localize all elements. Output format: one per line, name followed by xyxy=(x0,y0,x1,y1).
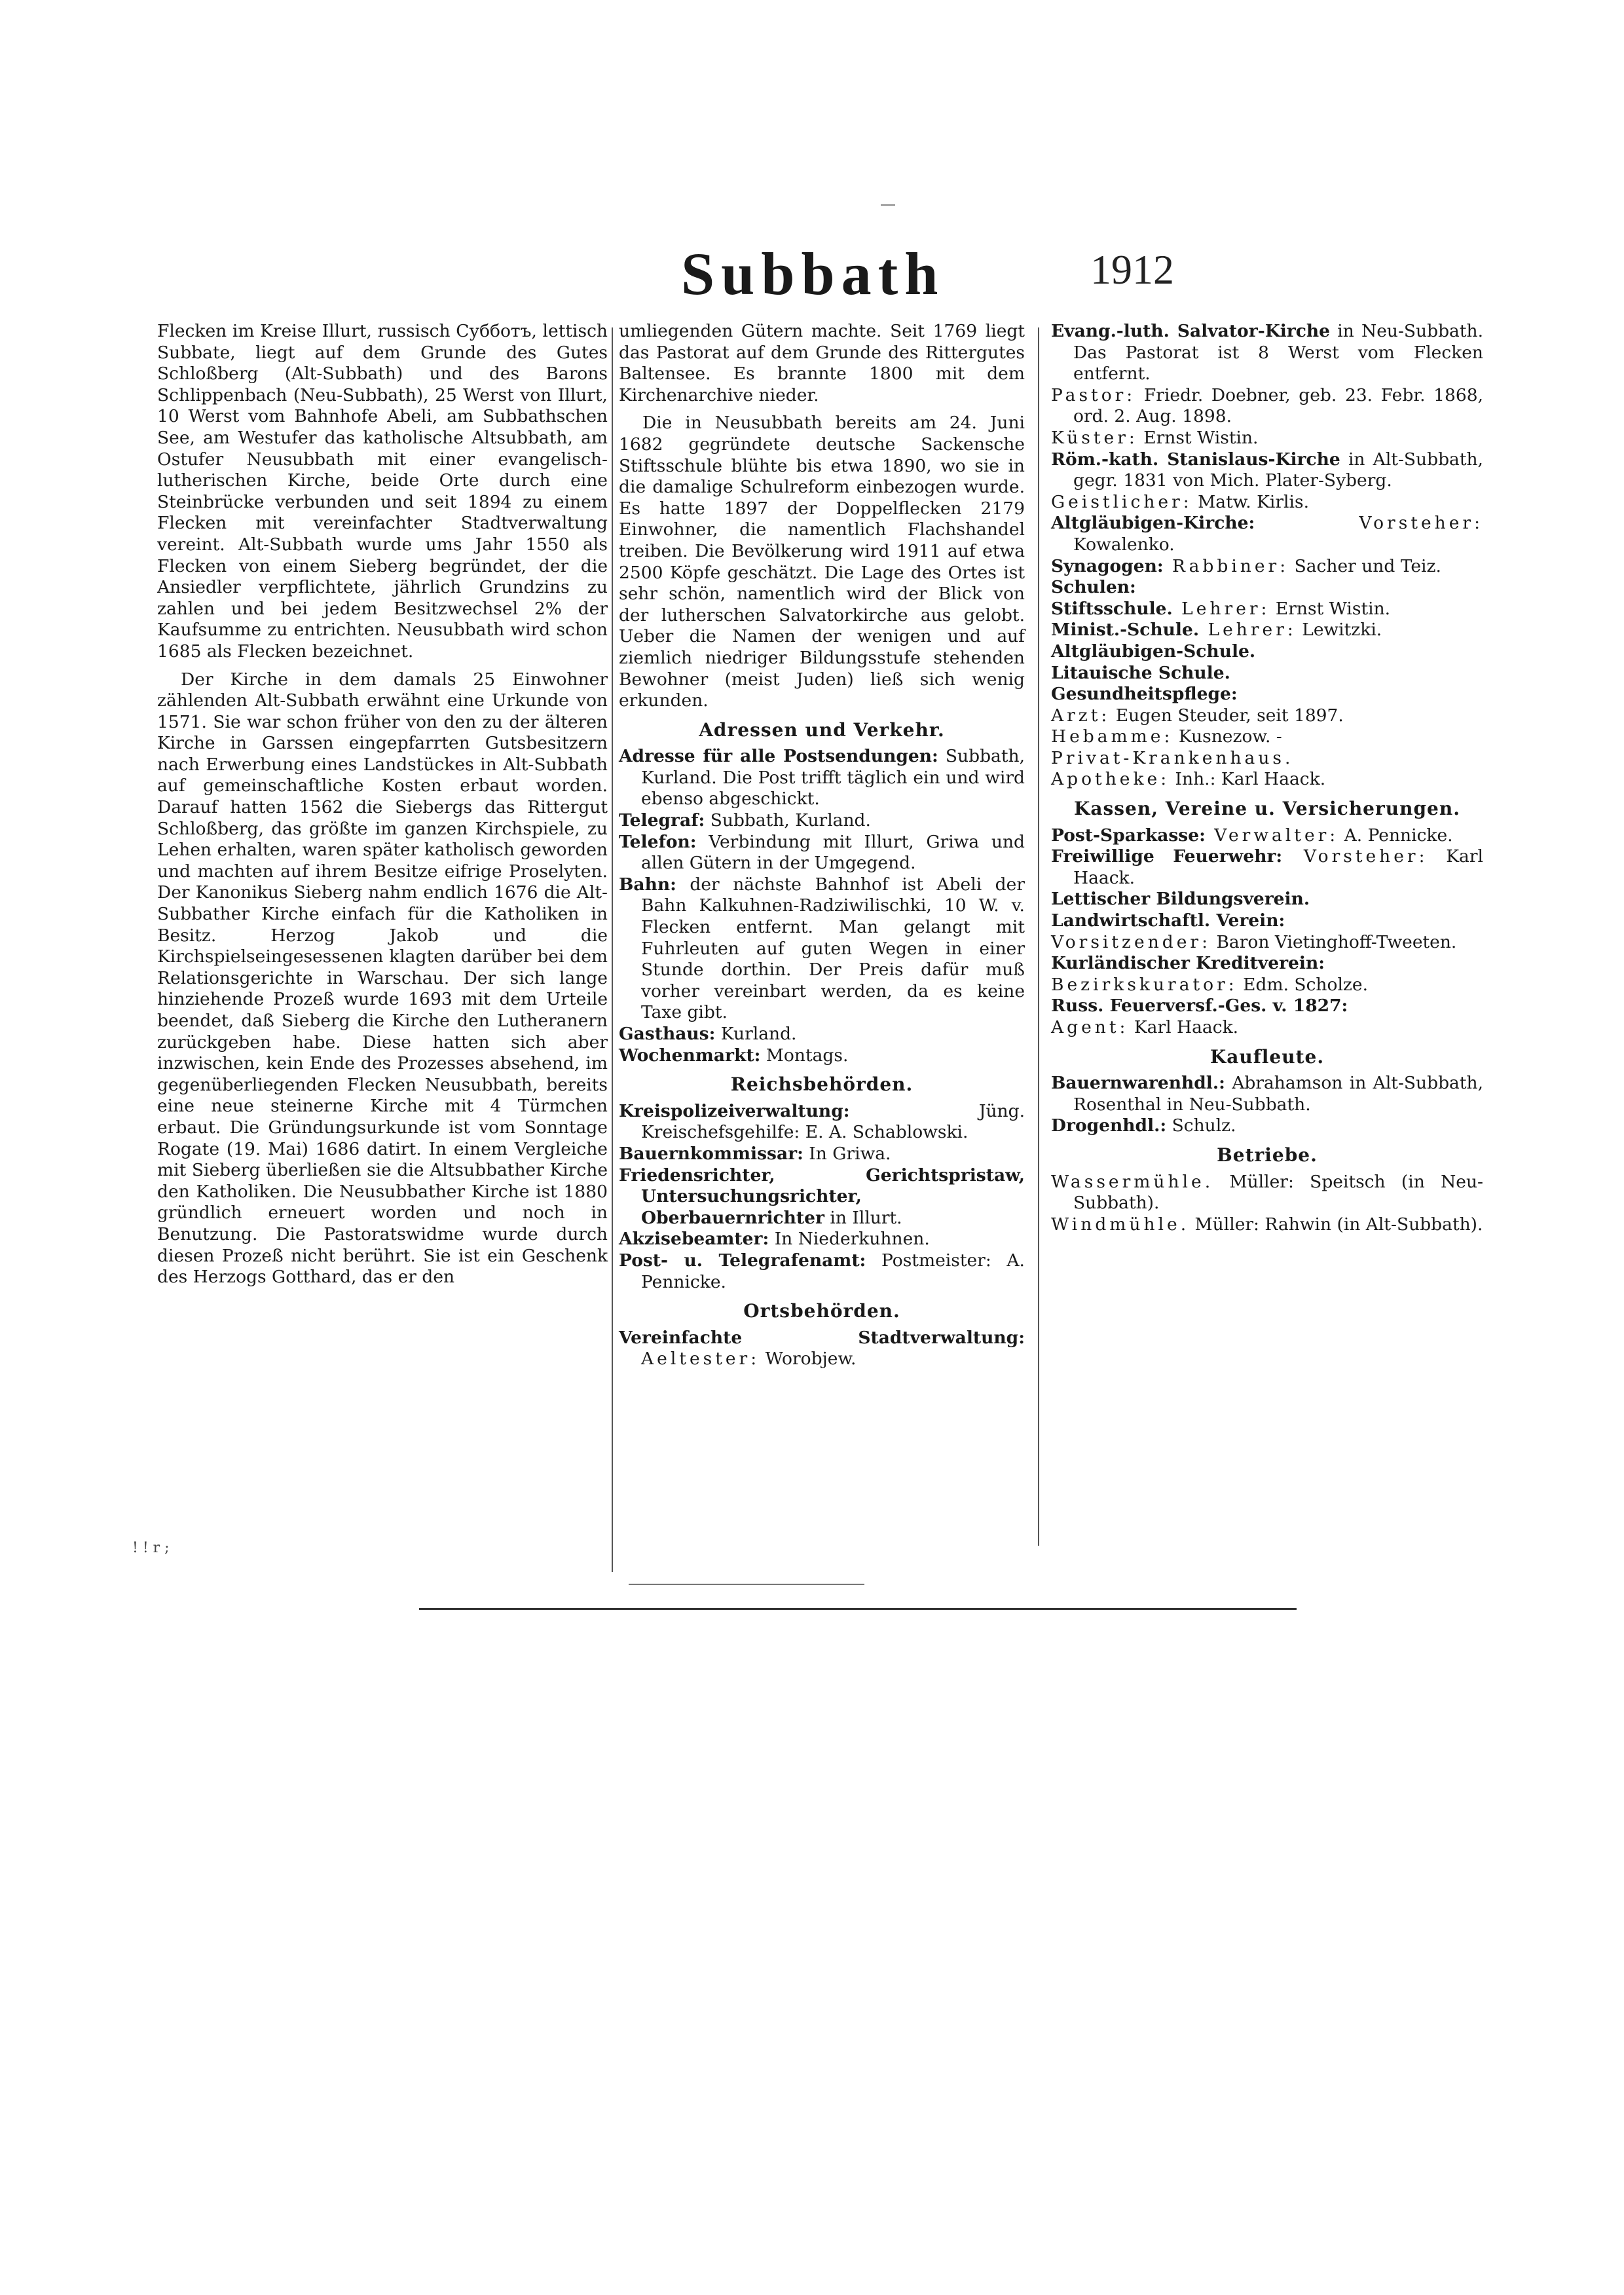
entry-vorsitzender: Vorsitzender: Baron Vietinghoff-Tweeten. xyxy=(1051,931,1457,952)
entry-akzisebeamter: Akzisebeamter: In Niederkuhnen. xyxy=(619,1229,930,1250)
section-heading-kassen: Kassen, Vereine u. Versicherungen. xyxy=(1074,798,1460,820)
entry-apotheke: Apotheke: Inh.: Karl Haack. xyxy=(1051,769,1326,790)
entry-postsendungen: Adresse für alle Postsendungen: Subbath, Kurland. Die Post trifft täglich ein und wird ebenso abgeschickt. xyxy=(619,746,1025,810)
entry-stanislaus-kirche: Röm.-kath. Stanislaus-Kirche in Alt-Subbath, gegr. 1831 von Mich. Plater-Syberg. xyxy=(1051,449,1483,491)
section-heading-adressen: Adressen und Verkehr. xyxy=(699,718,945,741)
paragraph-history-3: umliegenden Gütern machte. Seit 1769 liegt das Pastorat auf dem Grunde des Rittergutes Baltensee. Es brannte 1800 mit dem Kirchenarchive nieder. xyxy=(619,321,1025,405)
entry-minist-schule: Minist.-Schule. Lehrer: Lewitzki. xyxy=(1051,620,1382,641)
entry-bahn: Bahn: der nächste Bahnhof ist Abeli der Bahn Kalkuhnen-Radziwilischki, 10 W. v. Flecken entfernt. Man gelangt mit Fuhrleuten auf guten Wegen in einer Stunde dorthin. Der Preis dafür muß vorher vereinbart werden, da es keine Taxe gibt. xyxy=(619,874,1025,1023)
entry-kuester: Küster: Ernst Wistin. xyxy=(1051,427,1259,448)
entry-geistlicher: Geistlicher: Matw. Kirlis. xyxy=(1051,491,1310,512)
paragraph-history-4: Die in Neusubbath bereits am 24. Juni 1682 gegründete deutsche Sackensche Stiftsschule blühte bis etwa 1890, wo sie in die damalige Schulreform einbezogen wurde. Es hatte 1897 der Doppelflecken 2179 Einwohner, die namentlich Flachshandel treiben. Die Bevölkerung wird 1911 auf etwa 2500 Köpfe geschätzt. Die Lage des Ortes ist sehr schön, namentlich wird der Blick von der lutherschen Salvatorkirche aus gelobt. Ueber die Namen der wenigen und auf ziemlich niedriger Bildungsstufe stehenden Bewohner (meist Juden) ließ sich wenig erkunden. xyxy=(619,413,1025,711)
footer-rule-long xyxy=(419,1608,1297,1610)
entry-stiftsschule: Stiftsschule. Lehrer: Ernst Wistin. xyxy=(1051,598,1391,619)
paragraph-history-1: Flecken im Kreise Illurt, russisch Субботъ, lettisch Subbate, liegt auf dem Grunde des Gutes Schloßberg (Alt-Subbath) und des Barons Schlippenbach (Neu-Subbath), 25 Werst von Illurt, 10 Werst vom Bahnhofe Abeli, am Subbathschen See, am Westufer das katholische Altsubbath, am Ostufer Neusubbath mit einer evangelisch-lutherischen Kirche, beide Orte durch eine Steinbrücke verbunden und seit 1894 zu einem Flecken mit vereinfachter Stadtverwaltung vereint. Alt-Subbath wurde ums Jahr 1550 als Flecken von einem Sieberg begründet, der die Ansiedler verpflichtete, jährlich Grundzins zu zahlen und bei jedem Besitzwechsel 2% der Kaufsumme zu entrichten. Neusubbath wird schon 1685 als Flecken bezeichnet. xyxy=(157,321,608,662)
column-left xyxy=(157,321,608,1288)
entry-bildungsverein: Lettischer Bildungsverein. xyxy=(1051,889,1310,910)
entry-postamt: Post- u. Telegrafenamt: Postmeister: A. Pennicke. xyxy=(619,1250,1025,1292)
entry-salvator-kirche: Evang.-luth. Salvator-Kirche in Neu-Subbath. Das Pastorat ist 8 Werst vom Flecken entfernt. xyxy=(1051,321,1483,384)
column-divider-1 xyxy=(612,327,613,1572)
handwritten-note: 1912 xyxy=(1090,246,1174,293)
footer-rule-short xyxy=(629,1584,864,1585)
entry-feuerversicherung: Russ. Feuerversf.-Ges. v. 1827: xyxy=(1051,996,1348,1017)
entry-litauische-schule: Litauische Schule. xyxy=(1051,662,1230,683)
page-title: Subbath xyxy=(681,240,945,307)
entry-hebamme: Hebamme: Kusnezow. - xyxy=(1051,726,1282,747)
entry-altglaeubigen-kirche: Altgläubigen-Kirche: Vorsteher: Kowalenko. xyxy=(1051,513,1483,555)
entry-windmuehle: Windmühle. Müller: Rahwin (in Alt-Subbath). xyxy=(1051,1214,1483,1235)
entry-telefon: Telefon: Verbindung mit Illurt, Griwa und allen Gütern in der Umgegend. xyxy=(619,831,1025,874)
entry-synagogen: Synagogen: Rabbiner: Sacher und Teiz. xyxy=(1051,555,1441,576)
entry-wochenmarkt: Wochenmarkt: Montags. xyxy=(619,1045,849,1066)
entry-gesundheitspflege: Gesundheitspflege: xyxy=(1051,684,1238,705)
entry-kreditverein: Kurländischer Kreditverein: xyxy=(1051,953,1325,974)
entry-telegraf: Telegraf: Subbath, Kurland. xyxy=(619,810,871,831)
entry-wassermuehle: Wassermühle. Müller: Speitsch (in Neu-Subbath). xyxy=(1051,1171,1483,1214)
entry-stadtverwaltung: Vereinfachte Stadtverwaltung: Aeltester: Worobjew. xyxy=(619,1327,1025,1370)
entry-post-sparkasse: Post-Sparkasse: Verwalter: A. Pennicke. xyxy=(1051,825,1453,846)
entry-landwirtschaft-verein: Landwirtschaftl. Verein: xyxy=(1051,910,1285,931)
entry-bauernkommissar: Bauernkommissar: In Griwa. xyxy=(619,1143,891,1164)
entry-kreispolizei: Kreispolizeiverwaltung: Jüng. Kreischefsgehilfe: E. A. Schablowski. xyxy=(619,1100,1025,1143)
entry-feuerwehr: Freiwillige Feuerwehr: Vorsteher: Karl Haack. xyxy=(1051,846,1483,888)
column-right xyxy=(1051,321,1483,1235)
section-heading-reichsbehoerden: Reichsbehörden. xyxy=(730,1073,913,1096)
entry-bauernwarenhandel: Bauernwarenhdl.: Abrahamson in Alt-Subbath, Rosenthal in Neu-Subbath. xyxy=(1051,1073,1483,1115)
entry-krankenhaus: Privat-Krankenhaus. xyxy=(1051,747,1294,768)
entry-friedensrichter: Friedensrichter, Gerichtspristaw, Untersuchungsrichter, Oberbauernrichter in Illurt. xyxy=(619,1165,1025,1228)
entry-altglaeubigen-schule: Altgläubigen-Schule. xyxy=(1051,641,1256,662)
entry-drogenhandel: Drogenhdl.: Schulz. xyxy=(1051,1115,1236,1136)
entry-agent: Agent: Karl Haack. xyxy=(1051,1017,1239,1037)
margin-marks: ! ! r ; xyxy=(132,1540,170,1556)
section-heading-betriebe: Betriebe. xyxy=(1217,1144,1318,1166)
top-scratch xyxy=(881,204,895,206)
column-middle xyxy=(619,321,1025,1370)
section-heading-kaufleute: Kaufleute. xyxy=(1209,1045,1325,1068)
entry-bezirkskurator: Bezirkskurator: Edm. Scholze. xyxy=(1051,974,1368,995)
column-divider-2 xyxy=(1038,327,1039,1546)
paragraph-history-2: Der Kirche in dem damals 25 Einwohner zählenden Alt-Subbath erwähnt eine Urkunde von 1571. Sie war schon früher von den zu der älteren Kirche in Garssen eingepfarrten Gutsbesitzern nach Erwerbung eines Landstückes in Alt-Subbath auf gemeinschaftliche Kosten erbaut worden. Darauf hatten 1562 die Siebergs das Rittergut Schloßberg, das größte im ganzen Kirchspiele, zu Lehen erhalten, waren später katholisch geworden und machten auf ihrem Besitze eifrige Proselyten. Der Kanonikus Sieberg nahm endlich 1676 die Alt-Subbather Kirche einfach für die Katholiken in Besitz. Herzog Jakob und die Kirchspielseingesessenen klagten darüber bei dem Relationsgerichte in Warschau. Der sich lange hinziehende Prozeß wurde 1693 mit dem Urteile beendet, daß Sieberg die Kirche den Lutheranern zurückgeben habe. Diese hatten sich aber inzwischen, kein Ende des Prozesses absehend, im gegenüberliegenden Flecken Neusubbath, bereits eine neue steinerne Kirche mit 4 Türmchen erbaut. Die Gründungsurkunde ist vom Sonntage Rogate (19. Mai) 1686 datirt. In einem Vergleiche mit Sieberg überließen sie die Altsubbather Kirche den Katholiken. Die Neusubbather Kirche ist 1880 gründlich erneuert worden und noch in Benutzung. Die Pastoratswidme wurde durch diesen Prozeß nicht berührt. Sie ist ein Geschenk des Herzogs Gotthard, das er den xyxy=(157,669,608,1288)
entry-schulen: Schulen: xyxy=(1051,577,1136,598)
section-heading-ortsbehoerden: Ortsbehörden. xyxy=(743,1300,900,1322)
entry-gasthaus: Gasthaus: Kurland. xyxy=(619,1024,797,1044)
entry-arzt: Arzt: Eugen Steuder, seit 1897. xyxy=(1051,705,1344,726)
entry-pastor: Pastor: Friedr. Doebner, geb. 23. Febr. 1868, ord. 2. Aug. 1898. xyxy=(1051,384,1483,427)
